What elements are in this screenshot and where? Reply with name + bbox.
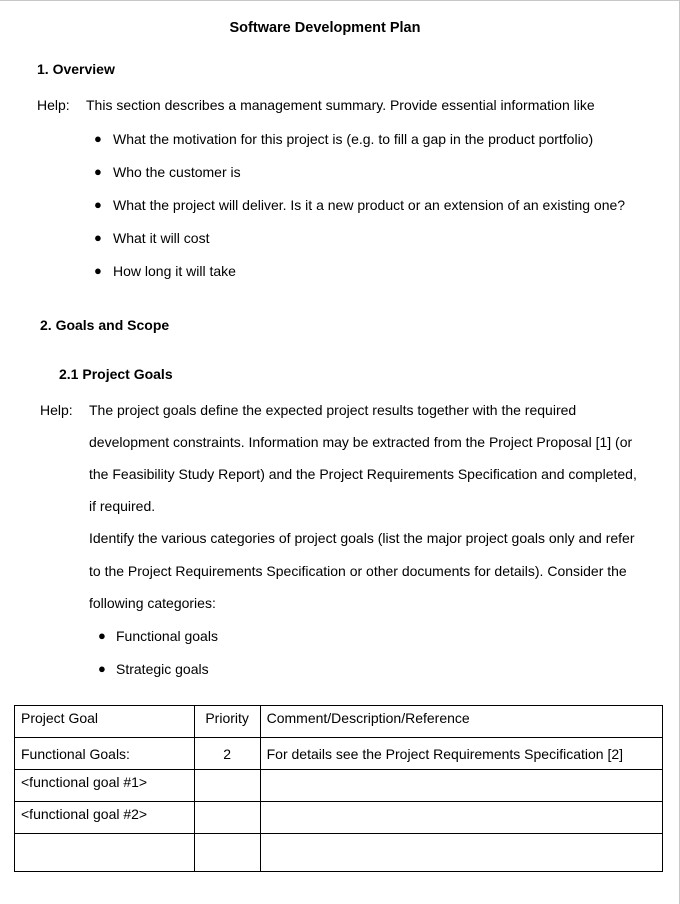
- table-cell: [15, 834, 195, 872]
- document-title: Software Development Plan: [229, 20, 421, 36]
- table-row: [15, 738, 663, 770]
- section-2-help-line: the Feasibility Study Report) and the Project Requirements Specification and completed,: [89, 466, 637, 482]
- section-2-help-line: if required.: [89, 498, 156, 514]
- section-1-bullet: What the project will deliver. Is it a new product or an extension of an existing one?: [113, 197, 626, 213]
- section-1-bullet: Who the customer is: [113, 164, 241, 180]
- section-2-help-line: development constraints. Information may be extracted from the Project Proposal [1] (or: [89, 434, 633, 450]
- section-1-help-label: Help:: [37, 97, 70, 113]
- section-2-help-label: Help:: [40, 402, 73, 418]
- table-cell: [194, 834, 260, 872]
- table-cell: 2: [194, 738, 260, 770]
- section-1-help-text: This section describes a management summary. Provide essential information like: [86, 97, 595, 113]
- bullet-icon: ●: [94, 263, 102, 278]
- section-2-heading: 2. Goals and Scope: [40, 317, 170, 333]
- section-2-help-line: The project goals define the expected project results together with the required: [89, 402, 577, 418]
- project-goals-table: [14, 705, 663, 872]
- table-header-cell: Project Goal: [15, 706, 195, 738]
- section-1-bullet: How long it will take: [113, 263, 236, 279]
- bullet-icon: ●: [94, 230, 102, 245]
- bullet-icon: ●: [98, 628, 106, 643]
- table-header-row: [15, 706, 663, 738]
- section-2-bullet: Functional goals: [116, 628, 218, 644]
- table-cell: [194, 770, 260, 802]
- table-cell: [194, 802, 260, 834]
- table-cell: For details see the Project Requirements Specification [2]: [260, 738, 662, 770]
- table-header-cell: Priority: [194, 706, 260, 738]
- table-row: [15, 834, 663, 872]
- bullet-icon: ●: [94, 164, 102, 179]
- bullet-icon: ●: [94, 131, 102, 146]
- table-cell: Functional Goals:: [15, 738, 195, 770]
- table-cell: <functional goal #1>: [15, 770, 195, 802]
- table-cell: [260, 802, 662, 834]
- section-2-help-line: to the Project Requirements Specification or other documents for details). Consider the: [89, 563, 627, 579]
- section-1-bullet: What the motivation for this project is (e.g. to fill a gap in the product portfolio): [113, 131, 594, 147]
- table-cell: [260, 834, 662, 872]
- table-row: [15, 802, 663, 834]
- section-2-help-line: Identify the various categories of project goals (list the major project goals only and refer: [89, 530, 635, 546]
- bullet-icon: ●: [98, 661, 106, 676]
- section-1-heading: 1. Overview: [37, 61, 115, 77]
- section-2-help-line: following categories:: [89, 595, 216, 611]
- table-cell: [260, 770, 662, 802]
- section-2-1-heading: 2.1 Project Goals: [59, 366, 173, 382]
- bullet-icon: ●: [94, 197, 102, 212]
- table-row: [15, 770, 663, 802]
- table-cell: <functional goal #2>: [15, 802, 195, 834]
- table-header-cell: Comment/Description/Reference: [260, 706, 662, 738]
- section-2-bullet: Strategic goals: [116, 661, 209, 677]
- section-1-bullet: What it will cost: [113, 230, 210, 246]
